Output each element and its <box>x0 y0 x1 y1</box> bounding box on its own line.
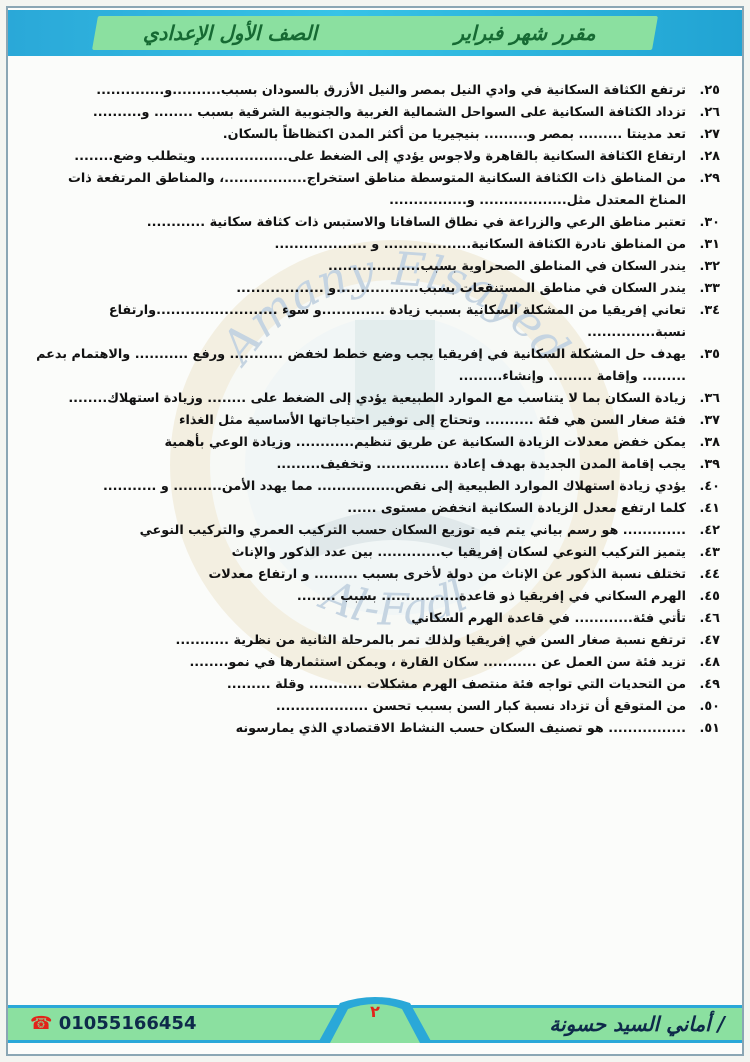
question-item <box>30 476 720 498</box>
question-item <box>30 520 720 542</box>
question-number: ٣٥. <box>699 347 720 362</box>
question-text: ترتفع الكثافة السكانية في وادي النيل بمصر والنيل الأزرق بالسودان بسبب..........و.............. <box>96 83 686 98</box>
question-text: كلما ارتفع معدل الزيادة السكانية انخفض مستوى ...... <box>347 501 686 516</box>
question-item <box>30 410 720 432</box>
phone-number: 01055166454 <box>58 1013 197 1034</box>
question-text: يجب إقامة المدن الجديدة بهدف إعادة ............... وتخفيف......... <box>276 457 686 472</box>
question-text: تأتي فئة............ في قاعدة الهرم السكاني <box>411 611 686 626</box>
question-number: ٥٠. <box>699 699 720 714</box>
question-number: ٢٨. <box>699 149 720 164</box>
question-number: ٤٠. <box>699 479 720 494</box>
question-number: ٣٣. <box>699 281 720 296</box>
question-text: تعد مدينتا ......... بمصر و......... بنيجيريا من أكثر المدن اكتظاظاً بالسكان. <box>222 127 686 142</box>
question-number: ٤٩. <box>699 677 720 692</box>
question-text: يتميز التركيب النوعي لسكان إفريقيا ب............. بين عدد الذكور والإناث <box>231 545 686 560</box>
question-number: ٢٩. <box>699 171 720 186</box>
question-text: من المناطق ذات الكثافة السكانية المتوسطة مناطق استخراج.................، والمناطق المرتفعة ذات المناخ المعتدل مثل.................. و................ <box>68 171 686 208</box>
question-text: فئة صغار السن هي فئة .......... وتحتاج إلى توفير احتياجاتها الأساسية مثل الغذاء <box>178 413 686 428</box>
question-text: ارتفاع الكثافة السكانية بالقاهرة ولاجوس يؤدي إلى الضغط على.................. ويتطلب وضع........ <box>74 149 686 164</box>
question-text: تزداد الكثافة السكانية على السواحل الشمالية الغربية والجنوبية الشرقية بسبب ........ و.......... <box>92 105 686 120</box>
question-item <box>30 168 720 212</box>
question-text: تعاني إفريقيا من المشكلة السكانية بسبب زيادة .............و سوء .........................وارتفاع نسبة.............. <box>108 303 686 340</box>
question-item <box>30 278 720 300</box>
question-text: زيادة السكان بما لا يتناسب مع الموارد الطبيعية يؤدي إلى الضغط على ........ وزيادة استهلاك........ <box>68 391 686 406</box>
question-text: تعتبر مناطق الرعي والزراعة في نطاق السافانا والاستبس ذات كثافة سكانية ............ <box>146 215 686 230</box>
question-item <box>30 586 720 608</box>
question-text: يمكن خفض معدلات الزيادة السكانية عن طريق تنظيم............ وزيادة الوعي بأهمية <box>164 435 686 450</box>
question-number: ٥١. <box>699 721 720 736</box>
question-number: ٤٧. <box>699 633 720 648</box>
header-grade: الصف الأول الإعدادي <box>142 21 318 45</box>
question-number: ٢٥. <box>699 83 720 98</box>
question-number: ٣٤. <box>699 303 720 318</box>
question-item <box>30 630 720 652</box>
question-item <box>30 454 720 476</box>
question-item <box>30 344 720 388</box>
footer-phone <box>30 1008 196 1040</box>
question-item <box>30 124 720 146</box>
question-list <box>30 80 720 740</box>
question-text: يندر السكان في المناطق الصحراوية بسبب................... <box>327 259 686 274</box>
question-item <box>30 608 720 630</box>
question-text: ترتفع نسبة صغار السن في إفريقيا ولذلك تمر بالمرحلة الثانية من نظرية ........... <box>175 633 686 648</box>
question-item <box>30 146 720 168</box>
header-course: مقرر شهر فبراير <box>454 21 596 45</box>
phone-icon: ☎ <box>30 1013 53 1034</box>
question-text: تزيد فئة سن العمل عن ........... سكان القارة ، ويمكن استثمارها في نمو........ <box>189 655 686 670</box>
question-text: الهرم السكاني في إفريقيا ذو قاعدة................ بسبب ........ <box>296 589 686 604</box>
question-text: من التحديات التي تواجه فئة منتصف الهرم مشكلات ........... وقلة ......... <box>226 677 686 692</box>
question-item <box>30 652 720 674</box>
question-item <box>30 300 720 344</box>
question-text: ............. هو رسم بياني يتم فيه توزيع السكان حسب التركيب العمري والتركيب النوعي <box>139 523 686 538</box>
question-item <box>30 102 720 124</box>
question-text: تختلف نسبة الذكور عن الإناث من دولة لأخرى بسبب ......... و ارتفاع معدلات <box>208 567 686 582</box>
question-number: ٢٧. <box>699 127 720 142</box>
question-number: ٣٨. <box>699 435 720 450</box>
question-number: ٤٢. <box>699 523 720 538</box>
question-item <box>30 256 720 278</box>
question-item <box>30 80 720 102</box>
page-number: ٢ <box>370 1002 380 1021</box>
question-item <box>30 718 720 740</box>
question-item <box>30 432 720 454</box>
question-number: ٤٣. <box>699 545 720 560</box>
question-number: ٤١. <box>699 501 720 516</box>
question-number: ٤٥. <box>699 589 720 604</box>
question-number: ٤٦. <box>699 611 720 626</box>
question-text: من المناطق نادرة الكثافة السكانية.................. و ................... <box>274 237 686 252</box>
question-text: يهدف حل المشكلة السكانية في إفريقيا يجب وضع خطط لخفض ........... ورفع ........... والاهتمام بدعم ......... وإقامة ......... وإنشاء......... <box>36 347 686 384</box>
question-number: ٤٨. <box>699 655 720 670</box>
question-item <box>30 564 720 586</box>
question-text: يؤدي زيادة استهلاك الموارد الطبيعية إلى نقص................ مما يهدد الأمن.......... و ........... <box>102 479 686 494</box>
question-item <box>30 212 720 234</box>
question-number: ٣٢. <box>699 259 720 274</box>
question-item <box>30 696 720 718</box>
question-item <box>30 674 720 696</box>
question-number: ٢٦. <box>699 105 720 120</box>
question-item <box>30 542 720 564</box>
question-item <box>30 234 720 256</box>
question-number: ٣٧. <box>699 413 720 428</box>
question-number: ٣٩. <box>699 457 720 472</box>
question-number: ٣٠. <box>699 215 720 230</box>
question-text: من المتوقع أن تزداد نسبة كبار السن بسبب تحسن ................... <box>275 699 686 714</box>
watermark-text-bottom: Al-Fadl <box>315 569 476 636</box>
footer-author: / أماني السيد حسونة <box>549 1012 725 1036</box>
watermark-text-top: Amany Elsayed <box>210 241 580 373</box>
question-number: ٣٦. <box>699 391 720 406</box>
question-number: ٤٤. <box>699 567 720 582</box>
question-number: ٣١. <box>699 237 720 252</box>
question-text: يندر السكان في مناطق المستنقعات بسبب.................و .................. <box>236 281 686 296</box>
question-item <box>30 388 720 410</box>
question-text: ................ هو تصنيف السكان حسب النشاط الاقتصادي الذي يمارسونه <box>235 721 686 736</box>
question-item <box>30 498 720 520</box>
